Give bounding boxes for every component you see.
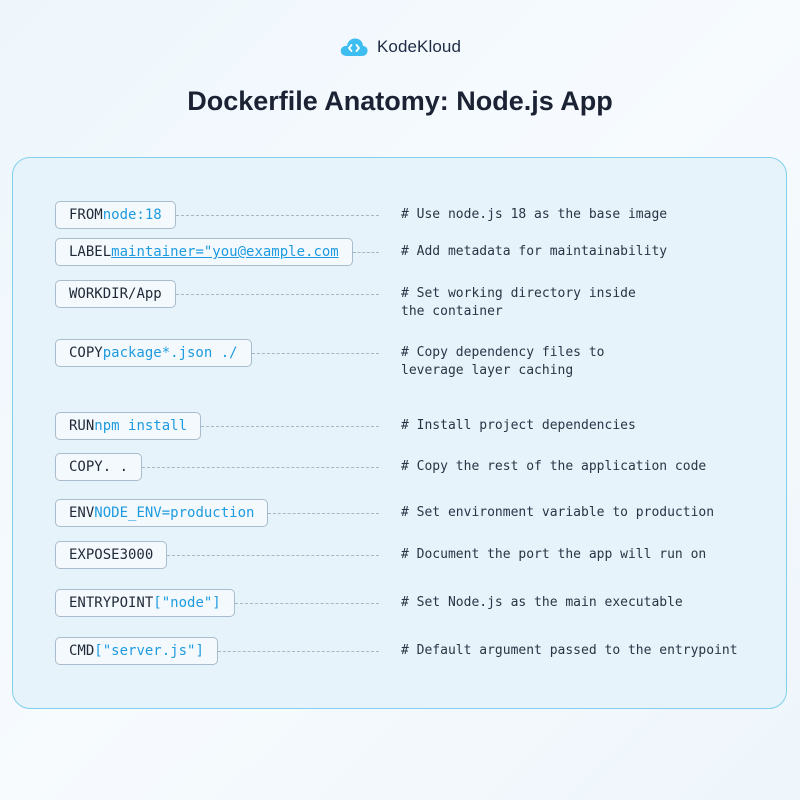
instruction-comment: # Set environment variable to production xyxy=(401,505,715,520)
instruction-comment: # Copy dependency files to leverage layer caching xyxy=(401,345,605,378)
instruction-comment: # Install project dependencies xyxy=(401,418,636,433)
instruction-keyword: EXPOSE xyxy=(69,547,120,563)
instruction-keyword: WORKDIR xyxy=(69,286,129,302)
page-title: Dockerfile Anatomy: Node.js App xyxy=(187,86,613,116)
instruction-comment: # Set Node.js as the main executable xyxy=(401,595,683,610)
dockerfile-panel xyxy=(12,157,787,709)
instruction-box xyxy=(55,238,353,266)
instruction-argument: ["server.js"] xyxy=(94,643,204,659)
instruction-comment: # Default argument passed to the entrypoint xyxy=(401,643,738,658)
instruction-box xyxy=(55,499,268,527)
connector-line xyxy=(218,651,379,652)
instruction-comment: # Add metadata for maintainability xyxy=(401,244,668,259)
instruction-box xyxy=(55,339,252,367)
instruction-argument: package*.json ./ xyxy=(102,345,238,361)
instruction-box xyxy=(55,280,176,308)
instruction-comment: # Document the port the app will run on xyxy=(401,547,707,562)
instruction-box xyxy=(55,453,142,481)
instruction-keyword: COPY xyxy=(69,459,103,475)
instruction-argument: 3000 xyxy=(119,547,154,563)
connector-line xyxy=(142,467,379,468)
instruction-argument: node:18 xyxy=(102,207,162,223)
instruction-comment: # Use node.js 18 as the base image xyxy=(401,207,668,222)
instruction-keyword: LABEL xyxy=(69,244,112,260)
brand xyxy=(0,36,800,58)
instruction-comment: # Copy the rest of the application code xyxy=(401,459,707,474)
instruction-comment: # Set working directory inside the container xyxy=(401,286,636,319)
connector-line xyxy=(353,252,379,253)
instruction-argument: . . xyxy=(102,459,129,475)
instruction-box xyxy=(55,637,218,665)
instruction-argument: npm install xyxy=(94,418,188,434)
instruction-keyword: FROM xyxy=(69,207,103,223)
instruction-argument: /App xyxy=(128,286,162,302)
connector-line xyxy=(201,426,379,427)
instruction-argument: maintainer="you@example.com xyxy=(111,244,339,260)
connector-line xyxy=(235,603,379,604)
instruction-keyword: CMD xyxy=(69,643,95,659)
instruction-box xyxy=(55,541,167,569)
cloud-logo-icon xyxy=(339,36,369,58)
instruction-keyword: ENTRYPOINT xyxy=(69,595,154,611)
brand-name: KodeKloud xyxy=(376,37,462,56)
instruction-keyword: COPY xyxy=(69,345,103,361)
connector-line xyxy=(176,294,379,295)
instruction-keyword: ENV xyxy=(69,505,95,521)
instruction-argument: ["node"] xyxy=(153,595,221,611)
instruction-argument: NODE_ENV=production xyxy=(94,505,255,521)
instruction-keyword: RUN xyxy=(69,418,95,434)
connector-line xyxy=(167,555,379,556)
connector-line xyxy=(252,353,379,354)
instruction-box xyxy=(55,201,176,229)
instruction-box xyxy=(55,589,235,617)
connector-line xyxy=(176,215,379,216)
connector-line xyxy=(268,513,379,514)
instruction-box xyxy=(55,412,201,440)
